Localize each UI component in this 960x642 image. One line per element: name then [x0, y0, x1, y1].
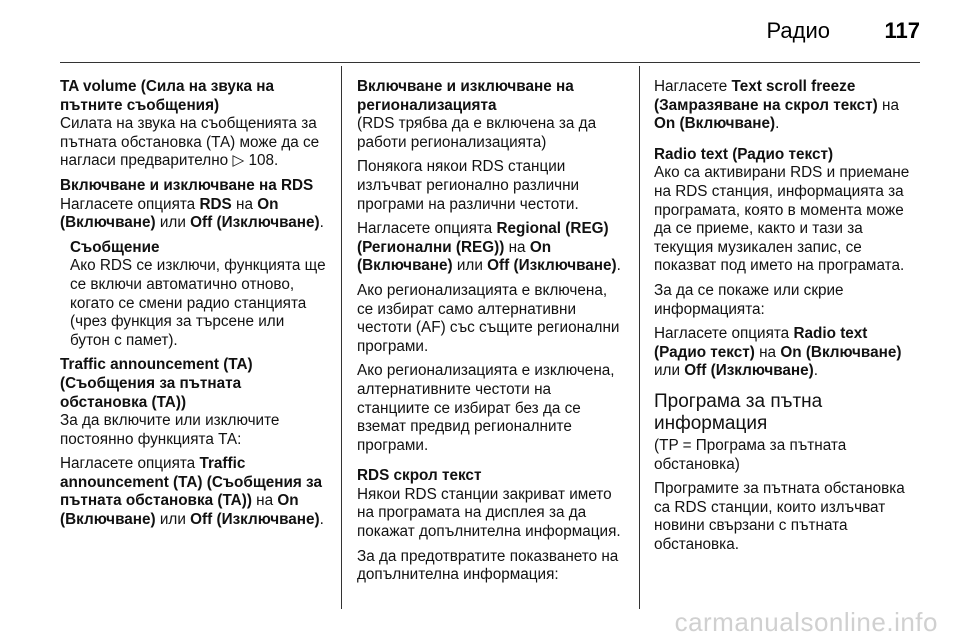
radio-text-setting: Нагласете опцията Radio text (Радио текст) на On (Включване) или Off (Изключване).	[654, 325, 902, 380]
rds-scroll-heading: RDS скрол текст	[357, 467, 482, 485]
ta-volume-text: Силата на звука на съобщенията за пътната обстановка (ТА) може да се нагласи предварително ▷ 108.	[60, 115, 320, 170]
radio-text-text-2: За да се покаже или скрие информацията:	[654, 281, 844, 318]
regionalization-text-2: Понякога някои RDS станции излъчват регионално различни програми на различни честоти.	[357, 158, 580, 213]
rds-scroll-text-2: За да предотвратите показването на допълнителна информация:	[357, 547, 619, 584]
column-3	[654, 78, 922, 560]
regionalization-text-1: (RDS трябва да е включена за да работи регионализацията)	[357, 115, 597, 151]
column-1	[60, 78, 328, 536]
rds-scroll-text-1: Някои RDS станции закриват името на програмата на дисплея за да покажат допълнителна информация.	[357, 485, 621, 541]
scroll-freeze-setting: Нагласете Text scroll freeze (Замразяване на скрол текст) на On (Включване).	[654, 78, 899, 133]
column-2	[357, 78, 625, 591]
page-reference-arrow-icon: ▷	[232, 152, 245, 170]
rds-heading: Включване и изключване на RDS	[60, 176, 314, 194]
traffic-program-text-1: (TP = Програма за пътната обстановка)	[654, 436, 847, 473]
header-rule	[60, 62, 920, 63]
traffic-program-heading: Програма за пътна информация	[654, 390, 823, 434]
note-block	[70, 239, 328, 351]
radio-text-text-1: Ако са активирани RDS и приемане на RDS станция, информацията за програмата, която в момента може да се приеме, както и тази за текущия музикален запис, се показват под името на програмата.	[654, 164, 910, 275]
rds-setting-text: Нагласете опцията RDS на On (Включване) или Off (Изключване).	[60, 195, 324, 232]
traffic-announcement-heading: Traffic announcement (TA) (Съобщения за пътната обстановка (TA))	[60, 356, 253, 411]
traffic-program-text-2: Програмите за пътната обстановка са RDS станции, които излъчват новини свързани с пътната обстановка.	[654, 480, 905, 553]
page-number: 117	[884, 18, 920, 43]
column-divider-1	[341, 66, 342, 609]
regionalization-heading: Включване и изключване на регионализацията	[357, 78, 574, 114]
traffic-announcement-setting: Нагласете опцията Traffic announcement (TA) (Съобщения за пътната обстановка (TA)) на On (Включване) или Off (Изключване).	[60, 455, 324, 529]
note-text: Ако RDS се изключи, функцията ще се включи автоматично отново, когато се смени радио станцията (чрез функция за търсене или бутон с памет).	[70, 257, 326, 349]
watermark: carmanualsonline.info	[674, 607, 938, 637]
radio-text-heading: Radio text (Радио текст)	[654, 145, 834, 163]
page-reference[interactable]: 108.	[248, 152, 279, 170]
column-divider-2	[639, 66, 640, 609]
page-header-title: Радио	[766, 18, 830, 43]
regionalization-setting: Нагласете опцията Regional (REG) (Регионални (REG)) на On (Включване) или Off (Изключване).	[357, 220, 621, 275]
traffic-announcement-text: За да включите или изключите постоянно функцията ТА:	[60, 412, 280, 448]
note-heading: Съобщение	[70, 238, 160, 256]
ta-volume-heading: TA volume (Сила на звука на пътните съобщения)	[60, 78, 275, 114]
regionalization-text-4: Ако регионализацията е изключена, алтернативните честоти на станциите се избират без да се вземат предвид регионалните програми.	[357, 362, 615, 454]
regionalization-text-3: Ако регионализацията е включена, се избират само алтернативни честоти (AF) със същите регионални програми.	[357, 281, 620, 355]
